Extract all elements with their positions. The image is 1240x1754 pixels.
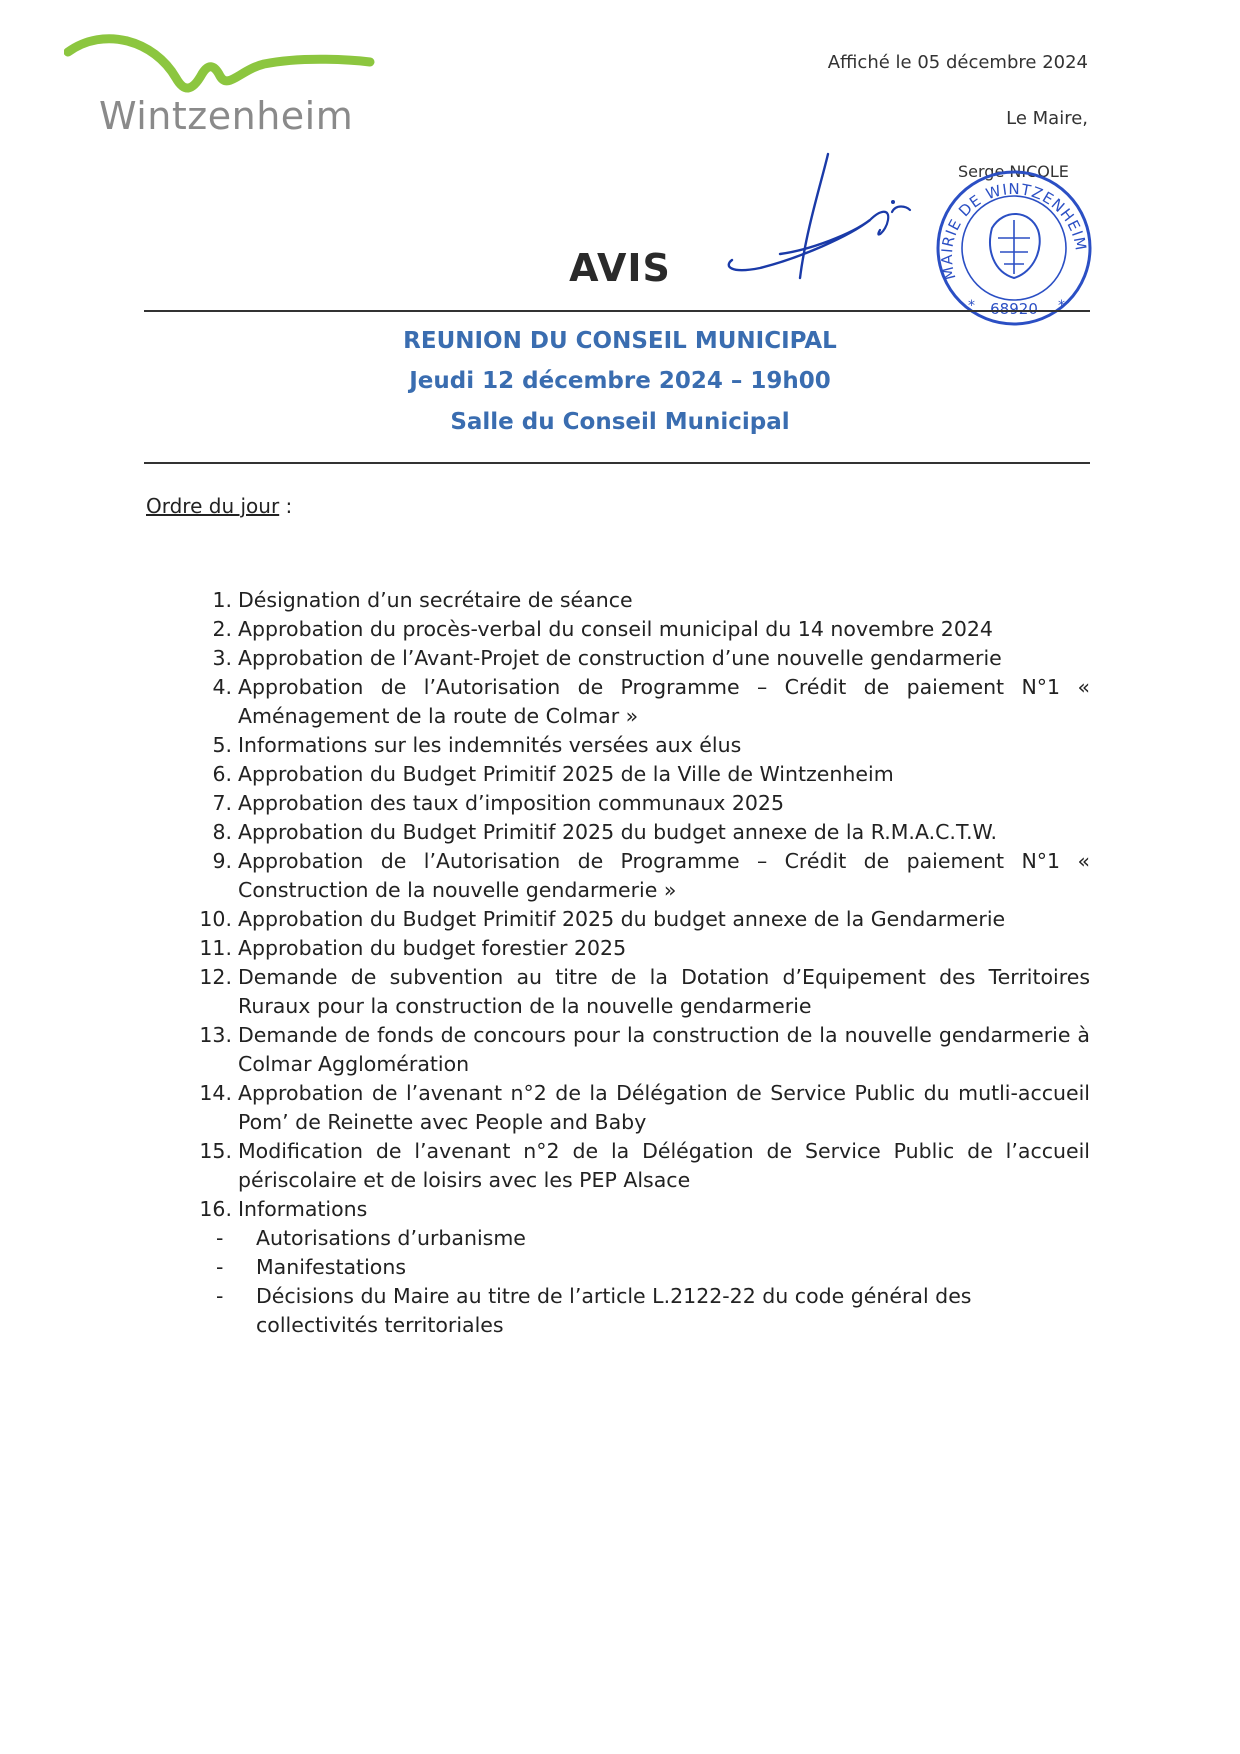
agenda-item: 10. Approbation du Budget Primitif 2025 du budget annexe de la Gendarmerie bbox=[199, 907, 1006, 931]
agenda-label: Ordre du jour : bbox=[146, 494, 293, 518]
informations-subitem: - Autorisations d’urbanisme bbox=[216, 1226, 526, 1250]
agenda-item: 4. Approbation de l’Autorisation de Programme – Crédit de paiement N°1 « Aménagement de la route de Colmar » bbox=[212, 675, 1090, 728]
stamp-code: 68920 bbox=[990, 300, 1038, 318]
svg-text:*: * bbox=[1058, 298, 1065, 314]
agenda-item: 8. Approbation du Budget Primitif 2025 du budget annexe de la R.M.A.C.T.W. bbox=[212, 820, 997, 844]
stamp-text: MAIRIE DE WINTZENHEIM bbox=[937, 180, 1091, 282]
mayor-name: Serge NICOLE bbox=[958, 162, 1069, 181]
meeting-location: Salle du Conseil Municipal bbox=[450, 409, 790, 435]
informations-subitem: - Manifestations bbox=[216, 1255, 406, 1279]
wintzenheim-logo bbox=[64, 30, 384, 140]
meeting-title: REUNION DU CONSEIL MUNICIPAL bbox=[403, 328, 837, 354]
divider-bottom bbox=[144, 462, 1090, 464]
agenda-item: 13. Demande de fonds de concours pour la construction de la nouvelle gendarmerie à Colmar Agglomération bbox=[199, 1023, 1090, 1076]
mayor-title: Le Maire, bbox=[1006, 108, 1088, 129]
posted-date: Affiché le 05 décembre 2024 bbox=[827, 52, 1088, 73]
agenda-item: 11. Approbation du budget forestier 2025 bbox=[199, 936, 627, 960]
agenda-item: 6. Approbation du Budget Primitif 2025 de la Ville de Wintzenheim bbox=[212, 762, 894, 786]
agenda-item: 1. Désignation d’un secrétaire de séance bbox=[212, 588, 633, 612]
agenda-item: 3. Approbation de l’Avant-Projet de construction d’une nouvelle gendarmerie bbox=[212, 646, 1002, 670]
agenda-item: 12. Demande de subvention au titre de la Dotation d’Equipement des Territoires Ruraux pour la construction de la nouvelle gendarmerie bbox=[199, 965, 1090, 1018]
agenda-item: 16. Informations bbox=[199, 1197, 368, 1221]
informations-subitem: - Décisions du Maire au titre de l’article L.2122-22 du code général des collectivités territoriales bbox=[216, 1284, 972, 1337]
logo-text: Wintzenheim bbox=[99, 94, 354, 138]
divider-top bbox=[144, 310, 1090, 312]
document-title: AVIS bbox=[569, 246, 671, 290]
agenda-list bbox=[186, 586, 1090, 1340]
agenda-item: 9. Approbation de l’Autorisation de Programme – Crédit de paiement N°1 « Construction de la nouvelle gendarmerie » bbox=[212, 849, 1090, 902]
agenda-item: 7. Approbation des taux d’imposition communaux 2025 bbox=[212, 791, 785, 815]
agenda-item: 2. Approbation du procès-verbal du conseil municipal du 14 novembre 2024 bbox=[212, 617, 993, 641]
agenda-item: 14. Approbation de l’avenant n°2 de la Délégation de Service Public du mutli-accueil Pom’ de Reinette avec People and Baby bbox=[199, 1081, 1090, 1134]
agenda-item: 5. Informations sur les indemnités versées aux élus bbox=[212, 733, 742, 757]
agenda-item: 15. Modification de l’avenant n°2 de la Délégation de Service Public de l’accueil périscolaire et de loisirs avec les PEP Alsace bbox=[199, 1139, 1090, 1192]
svg-text:*: * bbox=[968, 298, 975, 314]
meeting-date: Jeudi 12 décembre 2024 – 19h00 bbox=[409, 368, 831, 394]
